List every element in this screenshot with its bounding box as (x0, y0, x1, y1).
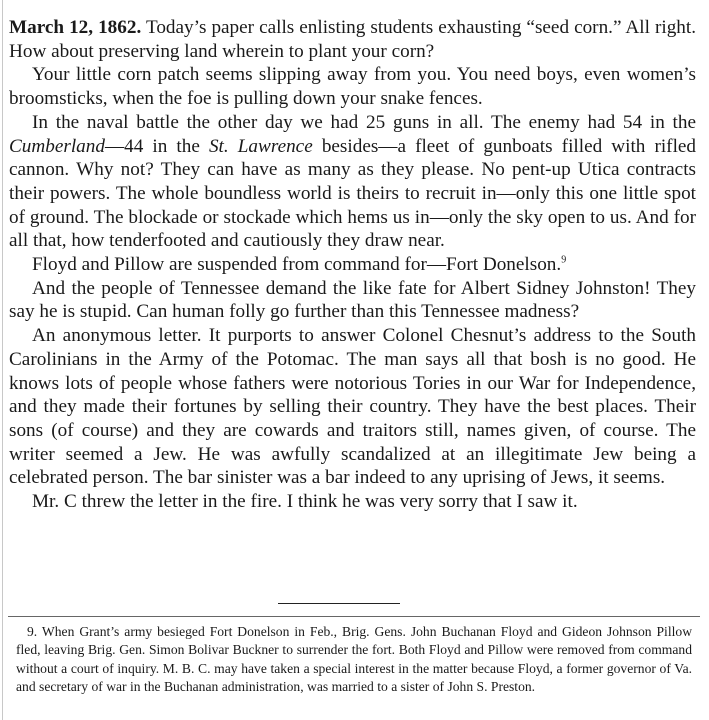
footnote (16, 623, 692, 696)
entry-paragraph-4 (9, 253, 696, 277)
entry-paragraph-3 (9, 111, 696, 253)
entry-text-2: Your little corn patch seems slipping away from you. You need boys, even women’s broomsticks, when the foe is pulling down your snake fences. (9, 64, 696, 110)
footnote-text: When Grant’s army besieged Fort Donelson in Feb., Brig. Gens. John Buchanan Floyd and Gideon Johnson Pillow fled, leaving Brig. Gen. Simon Bolivar Buckner to surrender the fort. Both Floyd and Pillow were removed from command without a court of inquiry. M. B. C. may have taken a special interest in the matter because Floyd, a former governor of Va. and secretary of war in the Buchanan administration, was married to a sister of John S. Preston. (16, 624, 693, 694)
entry-paragraph-6 (9, 324, 696, 490)
entry-text-6: An anonymous letter. It purports to answer Colonel Chesnut’s address to the South Carolinians in the Army of the Potomac. The man says all that bosh is no good. He knows lots of people whose fathers were notorious Tories in our War for Independence, and they made their fortunes by selling their country. They have the best places. Their sons (of course) and they are cowards and traitors still, names given, of course. The writer seemed a Jew. He was awfully scandalized at an illegitimate Jew being a celebrated person. The bar sinister was a bar indeed to any uprising of Jews, it seems. (9, 325, 696, 489)
entry-paragraph-2 (9, 63, 696, 110)
entry-paragraph-1 (9, 16, 696, 63)
page-divider (8, 616, 700, 617)
footnote-number: 9. (27, 624, 38, 639)
ship-name-st-lawrence: St. Lawrence (208, 135, 313, 157)
entry-text-4: Floyd and Pillow are suspended from command for—Fort Donelson. (32, 254, 562, 276)
footnote-paragraph (16, 623, 692, 696)
diary-entry (9, 16, 696, 514)
footnote-separator (278, 603, 400, 604)
entry-date: March 12, 1862. (9, 17, 142, 38)
ship-name-cumberland: Cumberland (9, 135, 105, 157)
entry-text-5: And the people of Tennessee demand the like fate for Albert Sidney Johnston! They say he is stupid. Can human folly go further than this Tennessee madness? (9, 277, 696, 323)
entry-text-1: Today’s paper calls enlisting students exhausting “seed corn.” All right. How about preserving land wherein to plant your corn? (9, 17, 697, 62)
entry-text-3c: besides—a fleet of gunboats filled with rifled cannon. Why not? They can have as many as they please. No pent-up Utica contracts their powers. The whole boundless world is theirs to recruit in—only this one little spot of ground. The blockade or stockade which hems us in—only the sky open to us. And for all that, how tenderfooted and cautiously they draw near. (9, 135, 697, 252)
entry-paragraph-7 (9, 490, 696, 514)
entry-text-3b: —44 in the (104, 135, 200, 157)
entry-text-7: Mr. C threw the letter in the fire. I think he was very sorry that I saw it. (32, 491, 578, 513)
footnote-reference: 9 (561, 254, 567, 266)
entry-text-3a: In the naval battle the other day we had 25 guns in all. The enemy had 54 in the (32, 111, 696, 133)
entry-paragraph-5 (9, 277, 696, 324)
